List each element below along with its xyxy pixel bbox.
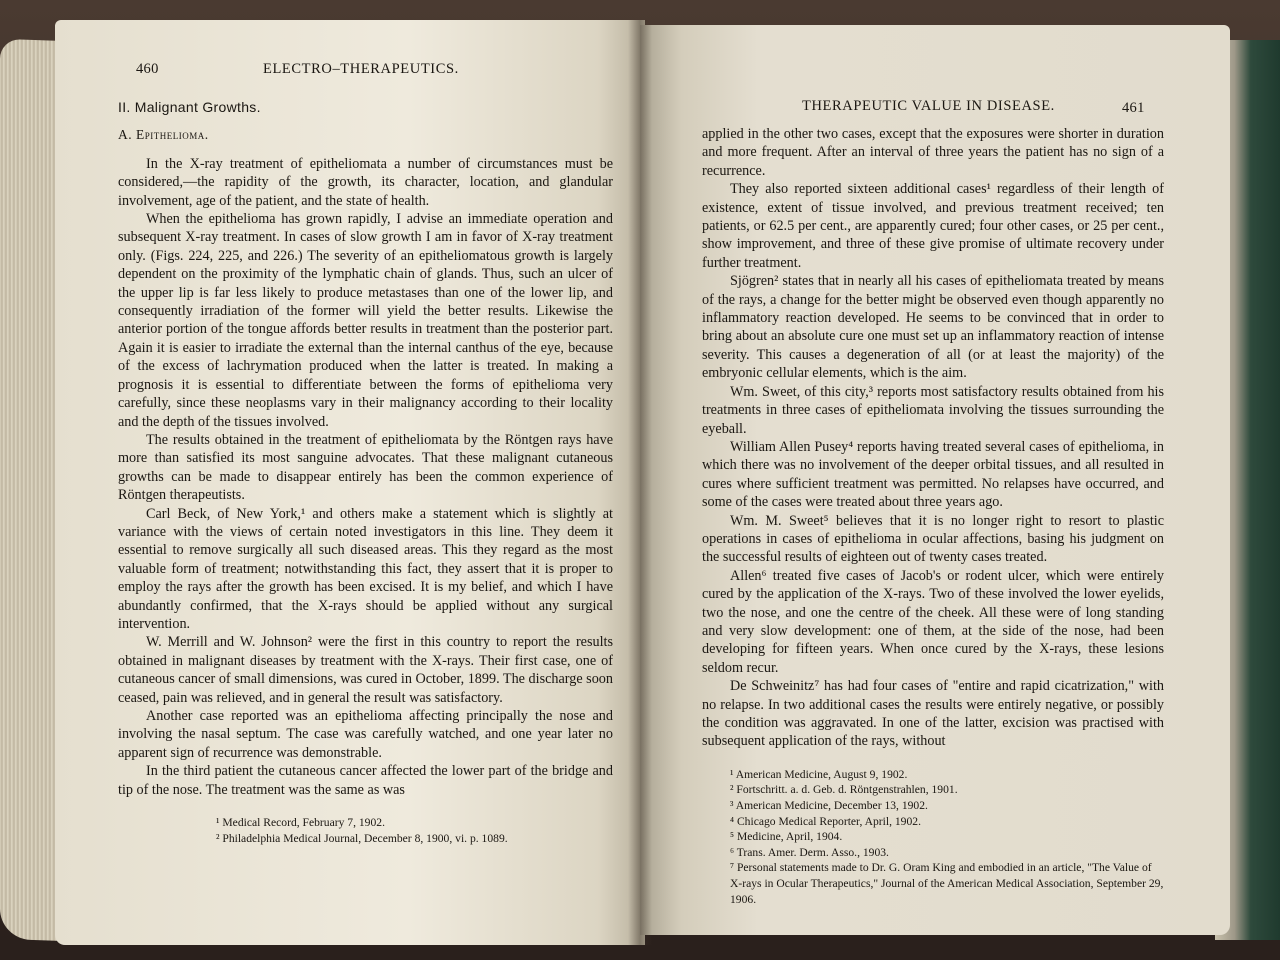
page-number: 461	[1122, 100, 1145, 116]
paragraph: De Schweinitz⁷ has had four cases of "entire and rapid cicatrization," with no relapse. In two additional cases the results were entirely negative, or possibly the condition was aggravated. In one of the latter, excision was practised with subsequent application of the rays, without	[702, 678, 1164, 750]
right-page	[640, 25, 1230, 935]
left-running-head	[118, 60, 613, 88]
left-text-column	[118, 60, 613, 846]
paragraph: They also reported sixteen additional cases¹ regardless of their length of existence, extent of tissue involved, and previous treatment received; ten patients, or 62.5 per cent., are apparently cured; four other cases, or 25 per cent., show improvement, and three of these give promise of ultimate recovery under further treatment.	[702, 181, 1164, 271]
paragraph: applied in the other two cases, except that the exposures were shorter in duration and more frequent. After an interval of three years the patient has no sign of a recurrence.	[702, 126, 1164, 179]
paragraph: Wm. M. Sweet⁵ believes that it is no longer right to resort to plastic operations in cases of epithelioma in ocular affections, basing his judgment on the successful results of eighteen out of twenty cases treated.	[702, 512, 1164, 566]
left-page	[55, 20, 645, 945]
paragraph: William Allen Pusey⁴ reports having treated several cases of epithelioma, in which there was no involvement of the deeper orbital tissues, and all resulted in cures where sufficient treatment was permitted. No relapses have occurred, and some of the cases were treated about three years ago.	[702, 438, 1164, 511]
footnote: ⁵ Medicine, April, 1904.	[730, 830, 843, 844]
footnotes	[702, 767, 1164, 907]
subsection-heading: A. Epithelioma.	[118, 127, 209, 143]
footnote: ⁶ Trans. Amer. Derm. Asso., 1903.	[730, 845, 889, 859]
paragraph: Wm. Sweet, of this city,³ reports most satisfactory results obtained from his treatments in three cases of epitheliomata involving the tissues surrounding the eyeball.	[702, 383, 1164, 437]
running-title: THERAPEUTIC VALUE IN DISEASE.	[802, 98, 1055, 114]
paragraph: The results obtained in the treatment of epitheliomata by the Röntgen rays have more than satisfied its most sanguine advocates. That these malignant cutaneous growths can be made to disappear entirely has been the common experience of Röntgen therapeutists.	[118, 431, 613, 504]
footnote: ⁷ Personal statements made to Dr. G. Oram King and embodied in an article, "The Value of X-rays in Ocular Therapeutics," Journal of the American Medical Association, September 29, 1906.	[730, 861, 1164, 906]
paragraph: Carl Beck, of New York,¹ and others make a statement which is slightly at variance with the views of certain noted investigators in this line. They deem it essential to remove surgically all such diseased areas. This they regard as the most valuable form of treatment; notwithstanding this fact, they assert that it is proper to employ the rays after the growth has been excised. It is my belief, and which I have abundantly confirmed, that the X-rays should be applied without any surgical intervention.	[118, 505, 613, 632]
right-running-head	[702, 97, 1164, 125]
footnote: ² Fortschritt. a. d. Geb. d. Röntgenstrahlen, 1901.	[730, 783, 958, 797]
footnote: ³ American Medicine, December 13, 1902.	[730, 799, 928, 812]
paragraph: Sjögren² states that in nearly all his cases of epitheliomata treated by means of the rays, a change for the better might be observed even though apparently no inflammatory reaction developed. He seems to be convinced that in order to bring about an absolute cure one must set up an inflammatory reaction of intense severity. This causes a degeneration of all (or at least the majority) of the embryonic cellular elements, which is the aim.	[702, 273, 1164, 382]
paragraph: Allen⁶ treated five cases of Jacob's or rodent ulcer, which were entirely cured by the application of the X-rays. Two of these involved the lower eyelids, two the nose, and one the centre of the cheek. All these were of long standing and very slow development: one of them, at the side of the nose, had been developing for fifteen years. When once cured by the X-rays, these lesions seldom recur.	[702, 567, 1164, 676]
footnote: ¹ American Medicine, August 9, 1902.	[730, 767, 908, 781]
footnotes	[188, 815, 613, 846]
section-heading: II. Malignant Growths.	[118, 99, 261, 115]
running-title: ELECTRO–THERAPEUTICS.	[263, 61, 459, 77]
book-gutter	[628, 20, 652, 945]
footnote: ² Philadelphia Medical Journal, December 8, 1900, vi. p. 1089.	[216, 831, 508, 845]
paragraph: W. Merrill and W. Johnson² were the first in this country to report the results obtained in malignant diseases by treatment with the X-rays. Their first case, one of cutaneous cancer of small dimensions, was cured in October, 1899. The discharge soon ceased, pain was relieved, and in general the result was satisfactory.	[118, 634, 613, 706]
page-number: 460	[136, 61, 159, 77]
paragraph: When the epithelioma has grown rapidly, I advise an immediate operation and subsequent X-ray treatment. In cases of slow growth I am in favor of X-ray treatment only. (Figs. 224, 225, and 226.) The severity of an epitheliomatous growth is largely dependent on the proximity of the lymphatic chain of glands. Thus, such an ulcer of the upper lip is far less likely to produce metastases than one of the lower lip, and consequently irradiation of the former will yield the better results. Likewise the anterior portion of the tongue affords better results in treatment than the posterior part. Again it is easier to irradiate the external than the internal canthus of the eye, because of the excess of lachrymation produced when the latter is treated. In making a prognosis it is essential to differentiate between the forms of epithelioma very carefully, since these neoplasms vary in their malignancy according to their locality and the depth of the tissues involved.	[118, 211, 613, 430]
footnote: ⁴ Chicago Medical Reporter, April, 1902.	[730, 814, 921, 828]
paragraph: In the third patient the cutaneous cancer affected the lower part of the bridge and tip of the nose. The treatment was the same as was	[118, 763, 613, 798]
right-text-column	[702, 98, 1164, 907]
footnote: ¹ Medical Record, February 7, 1902.	[216, 816, 385, 830]
paragraph: In the X-ray treatment of epitheliomata a number of circumstances must be considered,—the rapidity of the growth, its character, location, and glandular involvement, age of the patient, and the state of health.	[118, 155, 613, 209]
paragraph: Another case reported was an epithelioma affecting principally the nose and involving the nasal septum. The case was carefully watched, and one year later no apparent sign of recurrence was demonstrable.	[118, 708, 613, 761]
